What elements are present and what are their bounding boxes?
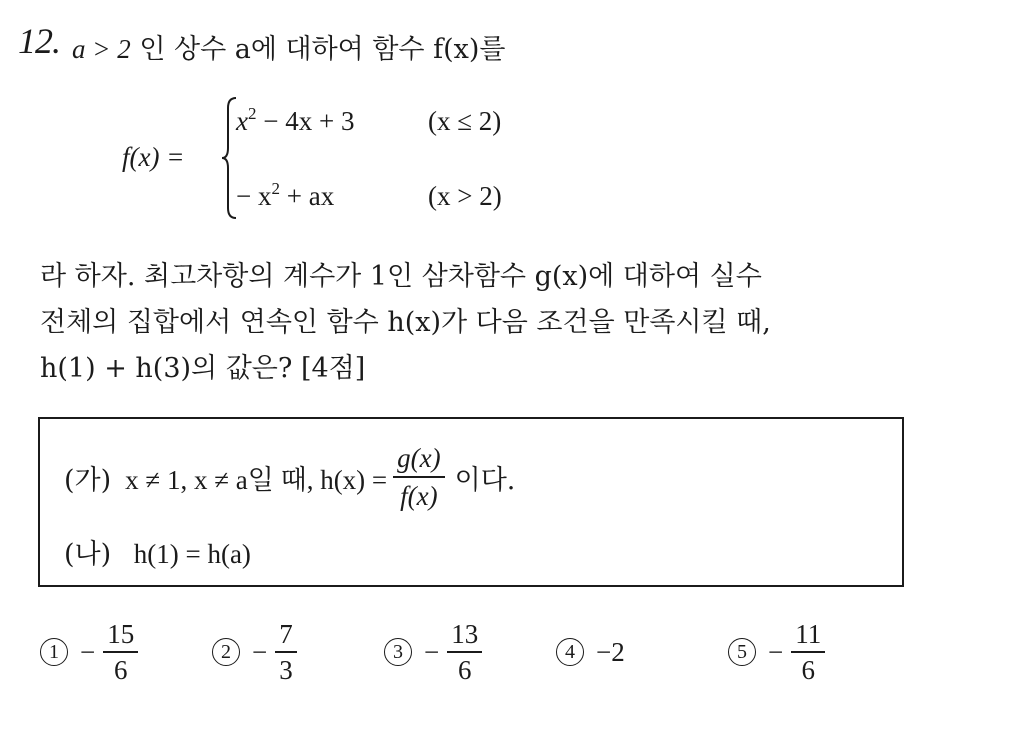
choice-5-denominator: 6 xyxy=(801,655,815,685)
condition-na xyxy=(64,532,251,571)
choice-2-fraction xyxy=(275,617,297,687)
condition-ga-tail: 이다. xyxy=(454,464,516,496)
choice-5-sign: − xyxy=(768,636,784,667)
choice-2-denominator: 3 xyxy=(279,655,293,685)
choice-2[interactable] xyxy=(212,612,297,692)
condition-ga-fraction xyxy=(393,440,444,514)
choice-4[interactable] xyxy=(556,612,625,692)
case2-power: 2 xyxy=(271,179,280,198)
choice-4-mark: 4 xyxy=(556,638,584,666)
choice-3-numerator: 13 xyxy=(451,619,479,649)
choice-1-sign: − xyxy=(80,636,96,667)
case1-expression xyxy=(236,106,354,137)
intro-condition: a > 2 xyxy=(72,34,131,64)
case1-base: x xyxy=(236,106,248,136)
choice-2-numerator: 7 xyxy=(279,619,293,649)
choice-1-denominator: 6 xyxy=(113,655,128,685)
choice-5-mark: 5 xyxy=(728,638,756,666)
choice-1-numerator: 15 xyxy=(107,619,135,649)
condition-ga-text: x ≠ 1, x ≠ a일 때, h(x) = xyxy=(125,464,388,495)
choice-2-mark: 2 xyxy=(212,638,240,666)
choice-5-numerator: 11 xyxy=(795,619,822,649)
body-line-1: 라 하자. 최고차항의 계수가 1인 삼차함수 g(x)에 대하여 실수 xyxy=(40,261,762,292)
question-number: 12. xyxy=(18,21,60,61)
body-line-3: h(1) + h(3)의 값은? [4점] xyxy=(40,353,366,384)
body-line-2: 전체의 집합에서 연속인 함수 h(x)가 다음 조건을 만족시킬 때, xyxy=(40,307,771,338)
case2-tail: + ax xyxy=(279,181,335,211)
case1-condition: (x ≤ 2) xyxy=(428,106,502,136)
fraction-denominator: f(x) xyxy=(400,481,438,511)
condition-ga-label: (가) xyxy=(64,464,112,496)
choice-3-mark: 3 xyxy=(384,638,412,666)
case1-power: 2 xyxy=(247,104,257,123)
choice-3-denominator: 6 xyxy=(457,655,472,685)
choice-1-mark: 1 xyxy=(40,638,68,666)
condition-na-text: h(1) = h(a) xyxy=(133,539,251,569)
condition-na-label: (나) xyxy=(64,539,112,570)
condition-ga xyxy=(64,440,515,514)
choice-1[interactable] xyxy=(40,612,138,692)
choice-4-value: −2 xyxy=(596,636,625,667)
case1-tail: − 4x + 3 xyxy=(256,106,355,136)
intro-text: 인 상수 a에 대하여 함수 f(x)를 xyxy=(139,34,506,65)
choice-1-fraction xyxy=(103,617,138,687)
fraction-numerator: g(x) xyxy=(397,443,441,473)
choice-3-fraction xyxy=(447,617,482,687)
choice-3[interactable] xyxy=(384,612,482,692)
choice-5[interactable] xyxy=(728,612,825,692)
case2-condition: (x > 2) xyxy=(428,181,502,211)
choice-5-fraction xyxy=(791,617,825,687)
choice-2-sign: − xyxy=(252,636,268,667)
case2-expression xyxy=(236,181,334,212)
function-lhs: f(x) = xyxy=(122,142,185,172)
choice-3-sign: − xyxy=(424,636,440,667)
question-intro xyxy=(72,27,505,66)
case2-head: − x xyxy=(236,181,272,211)
